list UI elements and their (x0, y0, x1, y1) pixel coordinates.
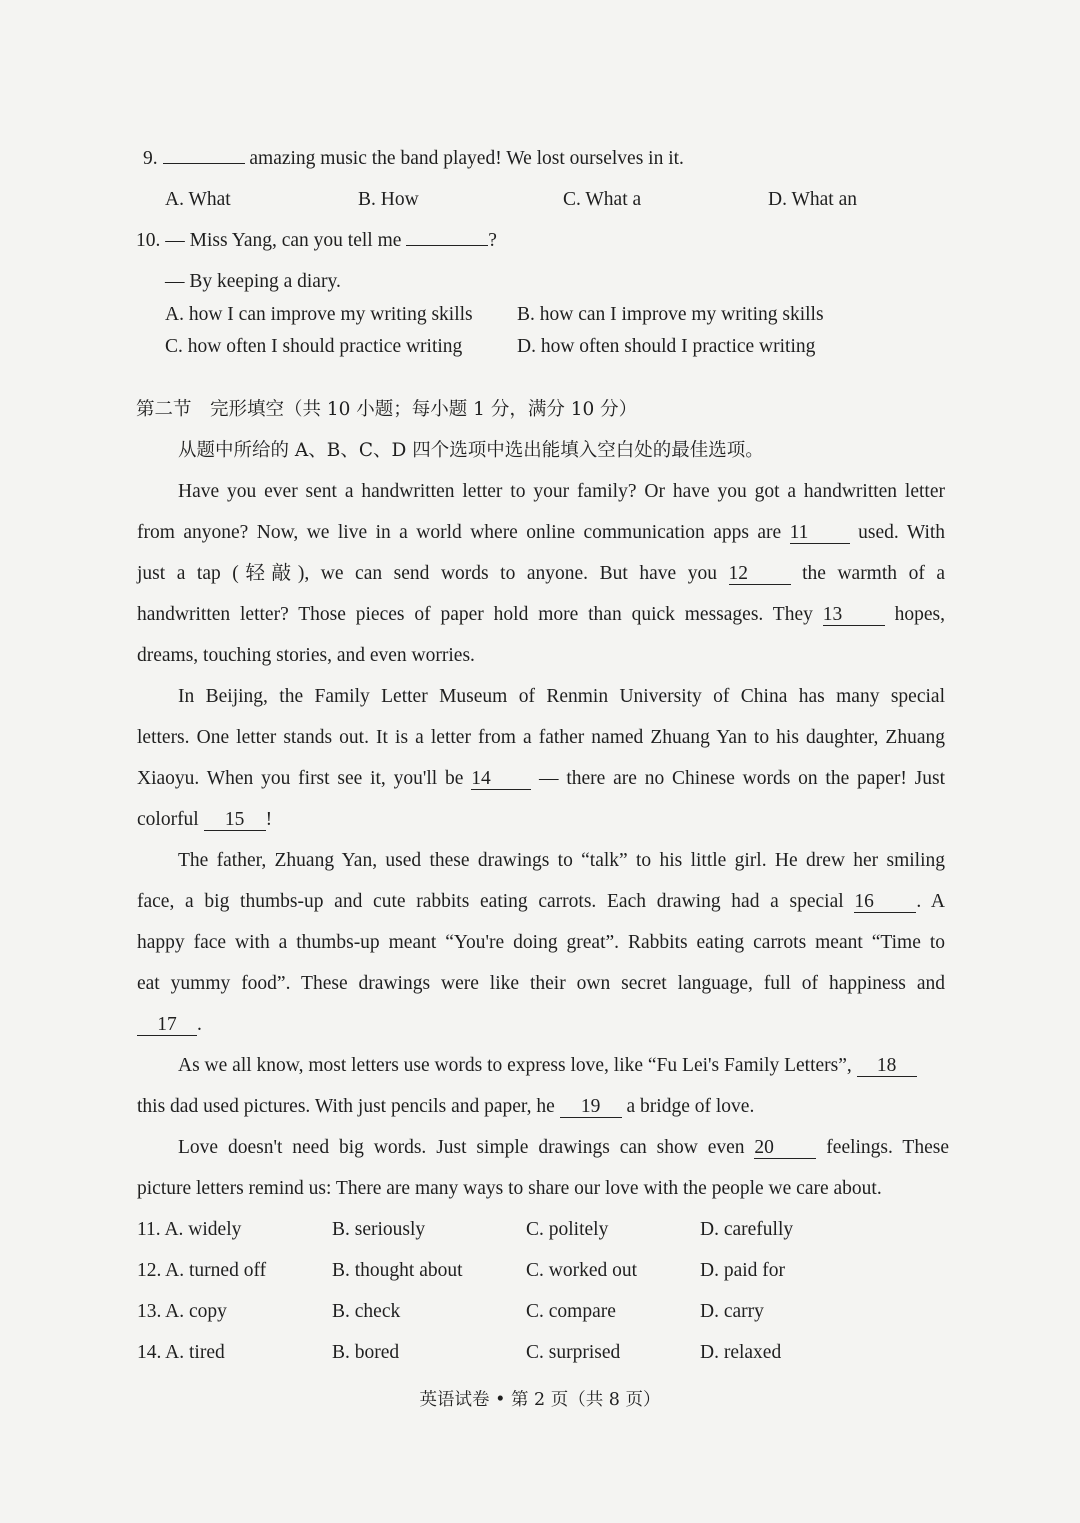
answer-blank (406, 245, 488, 246)
choice-a: 12. A. turned off (137, 1260, 267, 1281)
question-mark: ? (488, 230, 497, 251)
page-footer: 英语试卷 • 第 2 页（共 8 页） (419, 1390, 661, 1410)
choice-d: D. carry (700, 1301, 764, 1322)
question-number: 10. — (136, 230, 185, 251)
text: — there are no Chinese words on the paper! Just (539, 768, 946, 789)
blank-11: 11 (790, 523, 850, 544)
text: from anyone? Now, we live in a world where online communication apps are (137, 522, 782, 543)
section-instruction: 从题中所给的 A、B、C、D 四个选项中选出能填入空白处的最佳选项。 (178, 440, 764, 461)
choice-c: C. worked out (526, 1260, 638, 1281)
text: Love doesn't need big words. Just simple drawings can show even (178, 1137, 745, 1158)
text: face, a big thumbs-up and cute rabbits eating carrots. Each drawing had a special (137, 891, 844, 912)
dialogue-reply: — By keeping a diary. (165, 271, 341, 292)
blank-13: 13 (823, 605, 885, 626)
passage-line: dreams, touching stories, and even worries. (137, 645, 475, 666)
option-d: D. What an (768, 189, 857, 210)
passage-line (178, 1054, 917, 1078)
text: As we all know, most letters use words to express love, like “Fu Lei's Family Letters”, (178, 1055, 852, 1076)
choice-b: B. check (332, 1301, 401, 1322)
question-9 (143, 147, 684, 171)
blank-16: 16 (854, 892, 916, 913)
option-b: B. How (358, 189, 419, 210)
question-10 (136, 229, 497, 253)
passage-line (137, 767, 945, 791)
blank-12: 12 (729, 564, 791, 585)
text: Xiaoyu. When you first see it, you'll be (137, 768, 464, 789)
text: hopes, (894, 604, 946, 625)
passage-line (137, 1095, 754, 1119)
answer-blank (163, 163, 245, 164)
choice-d: D. paid for (700, 1260, 786, 1281)
blank-14: 14 (471, 769, 531, 790)
choice-d: D. relaxed (700, 1342, 782, 1363)
blank-20: 20 (754, 1138, 816, 1159)
passage-line (137, 1013, 202, 1037)
text: a bridge of love. (626, 1096, 755, 1117)
question-stem: Miss Yang, can you tell me (189, 230, 402, 251)
text: feelings. These (826, 1137, 949, 1158)
passage-line: eat yummy food”. These drawings were like their own secret language, full of happiness and (137, 973, 945, 994)
choice-c: C. compare (526, 1301, 616, 1322)
blank-18: 18 (857, 1056, 917, 1077)
text: used. With (858, 522, 946, 543)
passage-line (137, 521, 945, 545)
option-c: C. how often I should practice writing (165, 336, 463, 357)
question-number: 9. (143, 148, 158, 169)
choice-b: B. thought about (332, 1260, 463, 1281)
passage-line: Have you ever sent a handwritten letter to your family? Or have you got a handwritten letter (178, 481, 945, 502)
passage-line (137, 890, 945, 914)
text: . A (916, 891, 945, 912)
choice-a: 13. A. copy (137, 1301, 227, 1322)
choice-b: B. seriously (332, 1219, 426, 1240)
text: the warmth of a (802, 563, 946, 584)
passage-line (137, 808, 272, 832)
choice-a: 14. A. tired (137, 1342, 225, 1363)
text: this dad used pictures. With just pencils and paper, he (137, 1096, 555, 1117)
passage-line: In Beijing, the Family Letter Museum of Renmin University of China has many special (178, 686, 945, 707)
passage-line: letters. One letter stands out. It is a letter from a father named Zhuang Yan to his daughter, Zhuang (137, 727, 945, 748)
option-d: D. how often should I practice writing (517, 336, 816, 357)
text: colorful (137, 809, 199, 830)
passage-line (137, 562, 945, 586)
question-stem: amazing music the band played! We lost ourselves in it. (249, 148, 684, 169)
choice-c: C. politely (526, 1219, 609, 1240)
passage-line: picture letters remind us: There are many ways to share our love with the people we care about. (137, 1178, 882, 1199)
blank-17: 17 (137, 1015, 197, 1036)
passage-line (178, 1136, 949, 1160)
text: handwritten letter? Those pieces of paper hold more than quick messages. They (137, 604, 813, 625)
choice-a: 11. A. widely (137, 1219, 242, 1240)
passage-line (137, 603, 945, 627)
choice-c: C. surprised (526, 1342, 621, 1363)
text: . (197, 1014, 202, 1035)
option-b: B. how can I improve my writing skills (517, 304, 824, 325)
option-c: C. What a (563, 189, 642, 210)
text: ! (265, 809, 273, 830)
choice-b: B. bored (332, 1342, 400, 1363)
blank-15: 15 (204, 810, 266, 831)
option-a: A. What (165, 189, 231, 210)
passage-line: The father, Zhuang Yan, used these drawings to “talk” to his little girl. He drew her smiling (178, 850, 945, 871)
passage-line: happy face with a thumbs-up meant “You're doing great”. Rabbits eating carrots meant “Time to (137, 932, 945, 953)
option-a: A. how I can improve my writing skills (165, 304, 473, 325)
section-title: 第二节 完形填空（共 10 小题；每小题 1 分，满分 10 分） (136, 399, 638, 420)
blank-19: 19 (560, 1097, 622, 1118)
text: just a tap (轻敲), we can send words to anyone. But have you (137, 563, 717, 584)
choice-d: D. carefully (700, 1219, 794, 1240)
